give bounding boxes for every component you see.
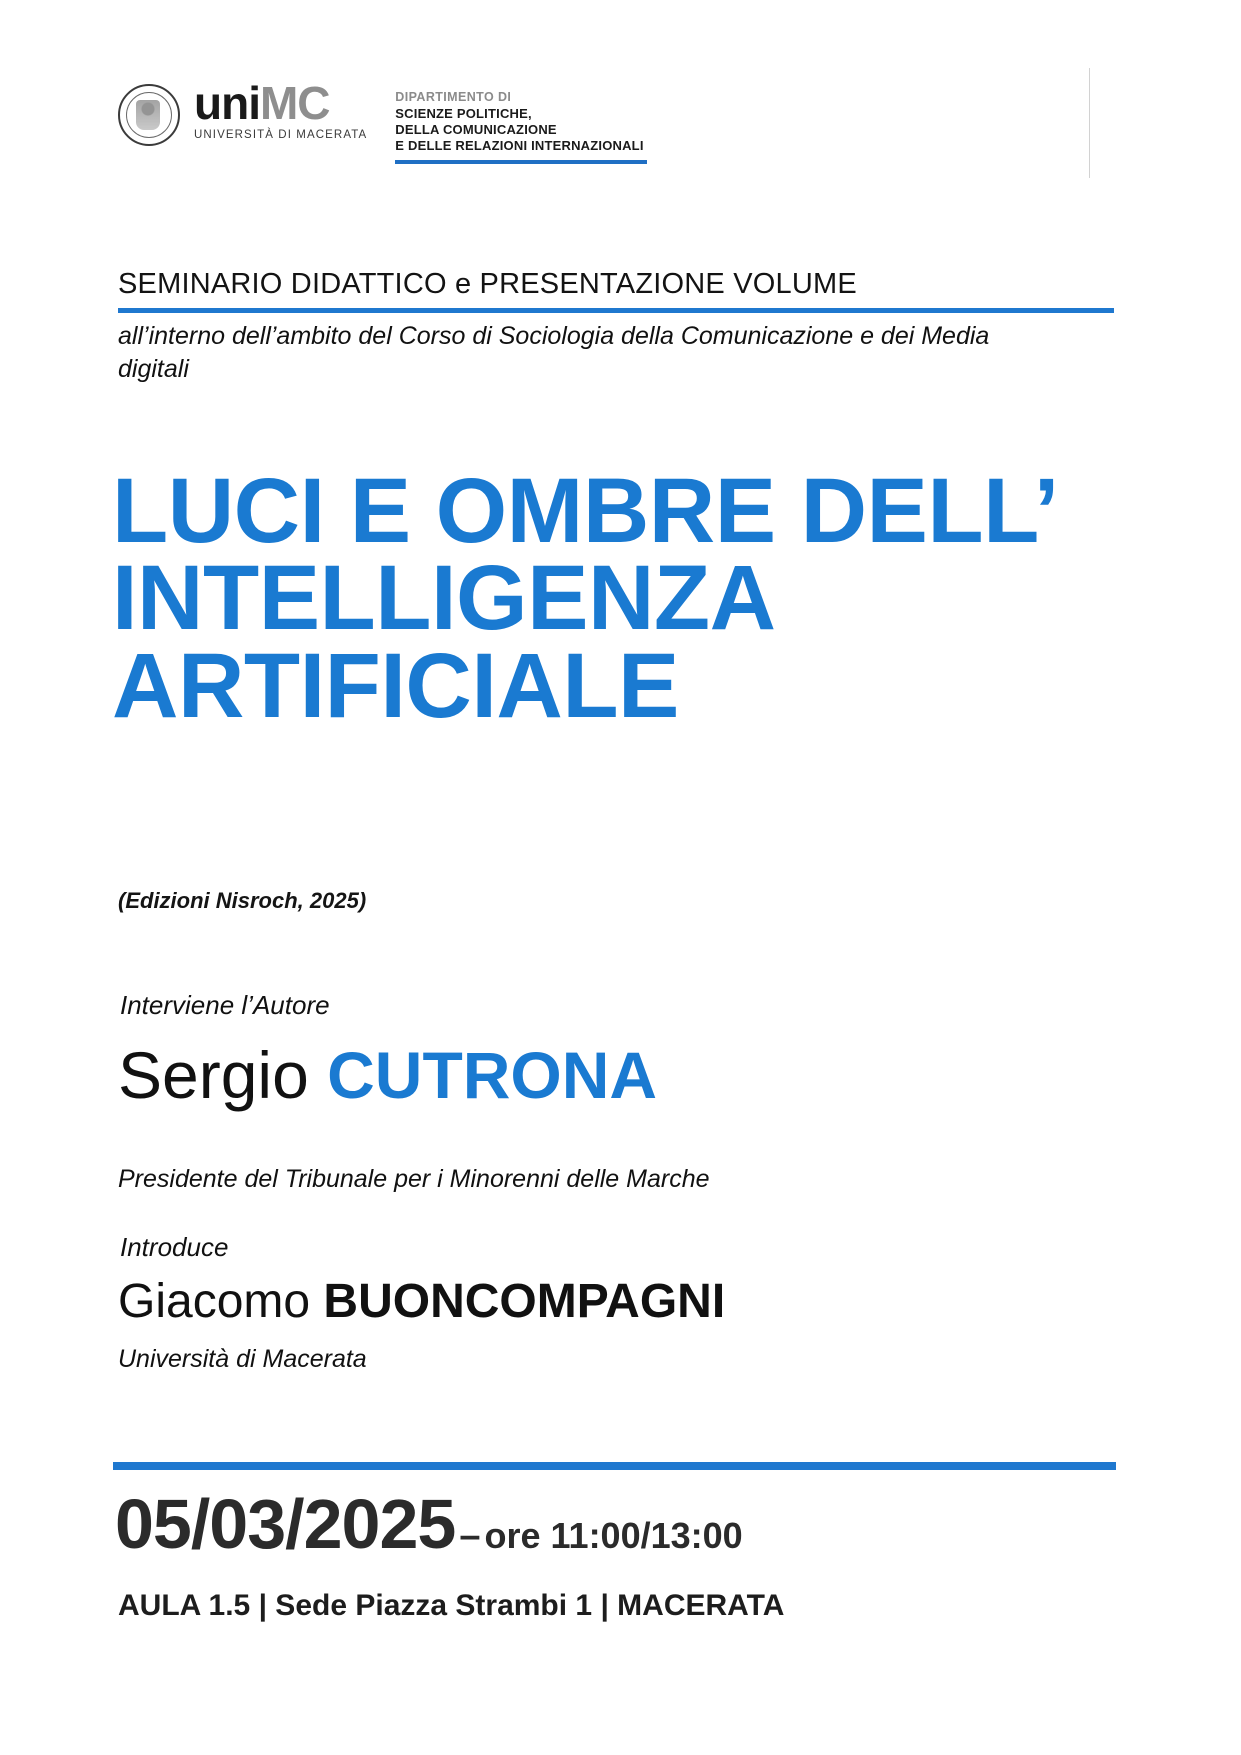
event-subtitle: all’interno dell’ambito del Corso di Sociologia della Comunicazione e dei Media digitali	[118, 322, 990, 383]
event-venue: AULA 1.5 | Sede Piazza Strambi 1 | MACERATA	[118, 1589, 785, 1622]
date-time-separator: –	[459, 1515, 481, 1557]
author-label: Interviene l’Autore	[120, 990, 330, 1020]
department-block	[395, 90, 647, 164]
author-last-name: CUTRONA	[327, 1038, 658, 1112]
department-line-2: DELLA COMUNICAZIONE	[395, 121, 557, 137]
university-seal-icon	[118, 84, 180, 146]
unimc-wordmark	[194, 77, 368, 142]
wordmark-mc: MC	[259, 77, 330, 129]
host-name	[118, 1275, 726, 1328]
header-logo-block	[118, 77, 647, 164]
host-affiliation: Università di Macerata	[118, 1345, 367, 1373]
department-line-1: SCIENZE POLITICHE,	[395, 105, 532, 121]
host-last-name: BUONCOMPAGNI	[323, 1275, 726, 1328]
event-kicker: SEMINARIO DIDATTICO e PRESENTAZIONE VOLUME	[118, 268, 857, 300]
department-underline	[395, 160, 647, 164]
kicker-underline-rule	[118, 308, 1114, 313]
page-title: LUCI E OMBRE DELL’ INTELLIGENZA ARTIFICIALE	[112, 460, 1054, 737]
book-edition: (Edizioni Nisroch, 2025)	[118, 888, 367, 913]
author-name	[118, 1038, 658, 1112]
department-kicker: DIPARTIMENTO DI	[395, 90, 512, 104]
author-role: Presidente del Tribunale per i Minorenni delle Marche	[118, 1165, 710, 1193]
event-time: ore 11:00/13:00	[484, 1515, 743, 1556]
department-line-3: E DELLE RELAZIONI INTERNAZIONALI	[395, 138, 644, 154]
host-label: Introduce	[120, 1232, 229, 1262]
wordmark-text	[194, 77, 367, 129]
footer-rule	[113, 1462, 1116, 1470]
author-first-name: Sergio	[118, 1038, 328, 1112]
header-vertical-divider	[1089, 68, 1090, 178]
wordmark-subtitle: UNIVERSITÀ DI MACERATA	[194, 129, 368, 141]
event-date: 05/03/2025	[115, 1485, 456, 1563]
wordmark-uni: uni	[194, 77, 260, 129]
host-first-name: Giacomo	[118, 1275, 324, 1328]
event-datetime	[115, 1484, 743, 1564]
